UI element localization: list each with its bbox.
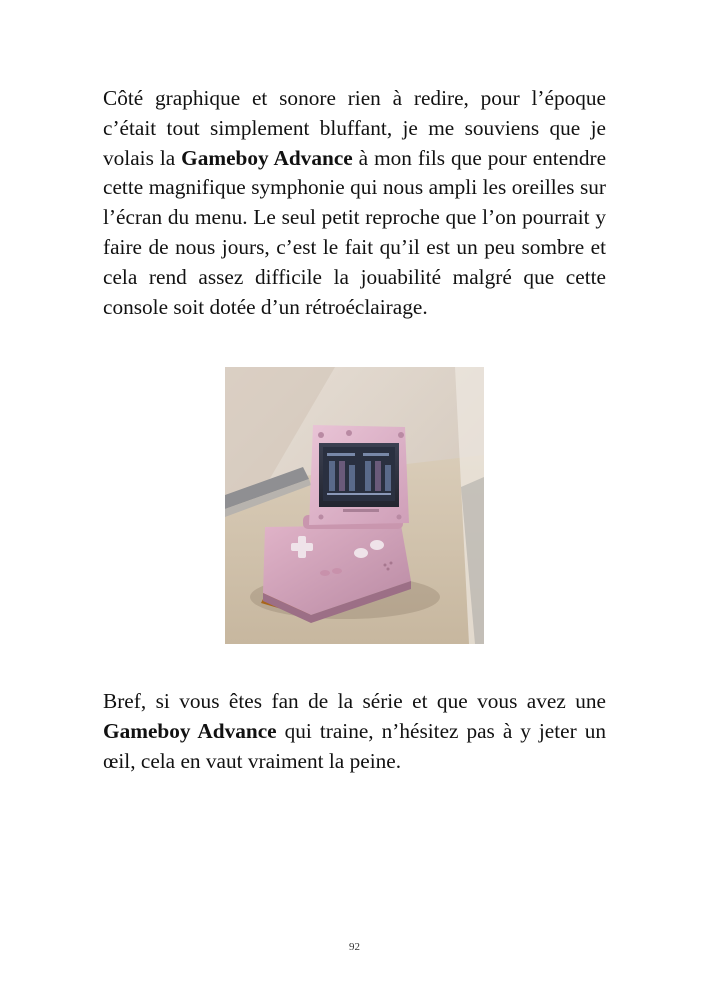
page-number: 92 — [349, 941, 360, 953]
gameboy-advance-sp-photo — [225, 367, 484, 644]
console-photo — [225, 367, 484, 644]
paragraph1-text-end: à mon fils que pour entendre cette magnifique symphonie qui nous ampli les oreilles sur l’écran du menu. Le seul petit reproche que l’on pourrait y faire de nous jours, c’est le fait qu’il est un peu sombre et cela rend assez difficile la jouabilité malgré que cette console soit dotée d’un rétroéclairage. — [103, 145, 607, 319]
paragraph1-text-start: Côté graphique et sonore rien à redire, pour l’époque c’était tout simplement bluffant, je me souviens que je volais la — [103, 86, 606, 170]
paragraph2-text-start: Bref, si vous êtes fan de la série et que vous avez une — [103, 689, 606, 713]
paragraph-conclusion — [103, 687, 606, 776]
paragraph1-bold-console-name: Gameboy Advance — [181, 145, 353, 170]
paragraph2-text-end: qui traine, n’hésitez pas à y jeter un œil, cela en vaut vraiment la peine. — [103, 718, 607, 773]
paragraph-graphics-sound — [103, 84, 606, 322]
paragraph2-bold-console-name: Gameboy Advance — [103, 718, 277, 743]
